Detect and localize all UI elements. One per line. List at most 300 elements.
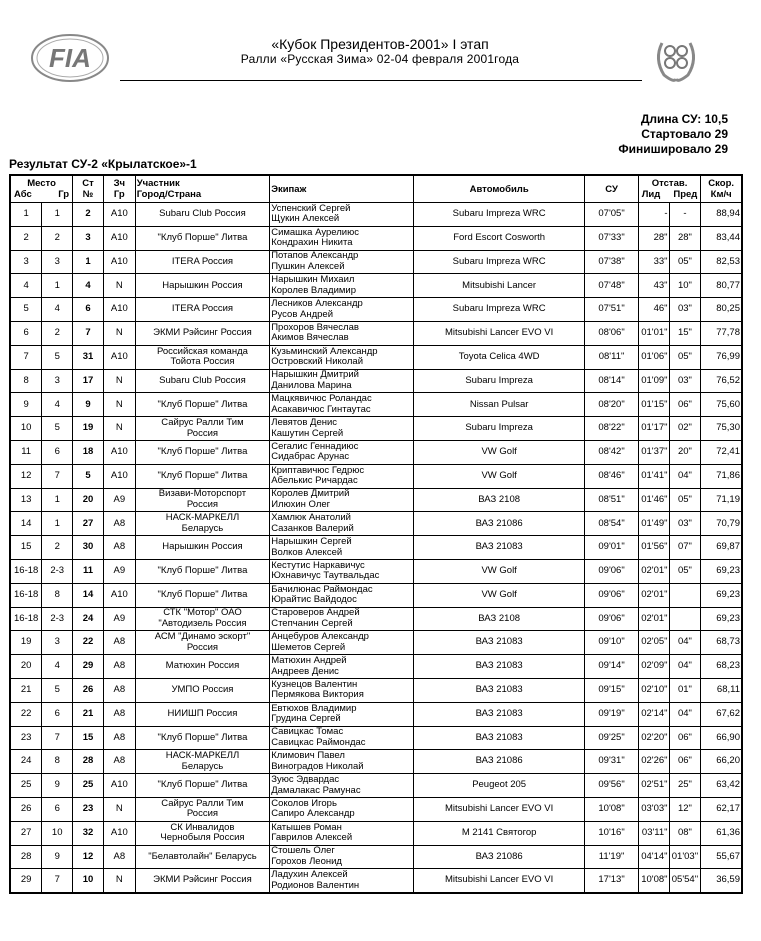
cell-speed: 75,30 [701, 417, 742, 441]
table-row [10, 512, 742, 536]
cell-class: N [103, 393, 135, 417]
cell-crew [270, 226, 414, 250]
cell-start-number: 24 [73, 607, 104, 631]
cell-gap-lead: 01'41" [638, 464, 669, 488]
table-row [10, 559, 742, 583]
cell-car: ВАЗ 21083 [413, 655, 584, 679]
crew-member: Кондрахин Никита [271, 237, 353, 249]
cell-crew [270, 203, 414, 227]
cell-crew [270, 631, 414, 655]
table-row [10, 345, 742, 369]
cell-start-number: 29 [73, 655, 104, 679]
cell-participant: АСМ "Динамо эскорт" Россия [135, 631, 269, 655]
cell-start-number: 6 [73, 298, 104, 322]
cell-start-number: 9 [73, 393, 104, 417]
cell-gr: 7 [42, 464, 73, 488]
table-row [10, 607, 742, 631]
cell-participant: Нарышкин Россия [135, 536, 269, 560]
cell-gap-prev: 28" [669, 226, 701, 250]
table-row [10, 321, 742, 345]
crew-member: Кестутис Наркавичус [271, 559, 365, 571]
table-row [10, 536, 742, 560]
cell-gr: 2 [42, 536, 73, 560]
cell-gr: 2-3 [42, 607, 73, 631]
cell-participant: Матюхин Россия [135, 655, 269, 679]
cell-start-number: 23 [73, 797, 104, 821]
cell-abs: 2 [10, 226, 42, 250]
cell-abs: 8 [10, 369, 42, 393]
cell-class: N [103, 274, 135, 298]
cell-gr: 7 [42, 726, 73, 750]
cell-gr: 4 [42, 393, 73, 417]
cell-crew [270, 464, 414, 488]
cell-stage-time: 07'51" [585, 298, 638, 322]
cell-speed: 55,67 [701, 845, 742, 869]
crew-member: Юрайтис Вайдодос [271, 594, 357, 606]
cell-start-number: 32 [73, 821, 104, 845]
results-table [9, 174, 743, 894]
cell-crew [270, 369, 414, 393]
cell-car: Subaru Impreza WRC [413, 298, 584, 322]
cell-stage-time: 08'20" [585, 393, 638, 417]
table-row [10, 702, 742, 726]
table-row [10, 203, 742, 227]
cell-gr: 10 [42, 821, 73, 845]
cell-class: A10 [103, 345, 135, 369]
cell-class: A8 [103, 845, 135, 869]
cell-gap-lead: 02'01" [638, 583, 669, 607]
cell-car: ВАЗ 21083 [413, 631, 584, 655]
cell-participant: ЭКМИ Рэйсинг Россия [135, 869, 269, 893]
table-row [10, 226, 742, 250]
cell-gr: 4 [42, 655, 73, 679]
cell-start-number: 7 [73, 321, 104, 345]
table-header [10, 175, 742, 203]
fia-logo [30, 33, 110, 83]
cell-gap-lead: 01'17" [638, 417, 669, 441]
col-gap: Отстав. Лид Пред [638, 175, 701, 203]
cell-participant: СТК "Мотор" ОАО "Автодизель Россия [135, 607, 269, 631]
cell-car: ВАЗ 21086 [413, 750, 584, 774]
cell-gap-lead: 03'03" [638, 797, 669, 821]
crew-member: Юхнавичус Таутвальдас [271, 570, 380, 582]
cell-crew [270, 512, 414, 536]
crew-member: Бачилюнас Раймондас [271, 583, 373, 595]
cell-abs: 16-18 [10, 559, 42, 583]
cell-participant: Subaru Club Россия [135, 369, 269, 393]
cell-class: A9 [103, 607, 135, 631]
cell-crew [270, 274, 414, 298]
table-row [10, 298, 742, 322]
crew-member: Прохоров Вячеслав [271, 321, 359, 333]
crew-member: Волков Алексей [271, 546, 343, 558]
cell-speed: 76,99 [701, 345, 742, 369]
crew-member: Криптавичюс Гедрюс [271, 464, 365, 476]
cell-gap-lead: 01'49" [638, 512, 669, 536]
cell-stage-time: 08'51" [585, 488, 638, 512]
cell-class: A8 [103, 536, 135, 560]
cell-gr: 8 [42, 750, 73, 774]
cell-speed: 66,90 [701, 726, 742, 750]
table-row [10, 464, 742, 488]
cell-gap-lead: 02'10" [638, 678, 669, 702]
cell-participant: Российская команда Тойота Россия [135, 345, 269, 369]
cell-participant: "Клуб Порше" Литва [135, 464, 269, 488]
cell-car: Subaru Impreza [413, 417, 584, 441]
cell-class: A10 [103, 250, 135, 274]
cell-stage-time: 17'13" [585, 869, 638, 893]
crew-member: Грудина Сергей [271, 713, 341, 725]
cell-gr: 2-3 [42, 559, 73, 583]
cell-crew [270, 750, 414, 774]
crew-member: Пермякова Виктория [271, 689, 364, 701]
col-place [10, 175, 73, 203]
cell-gap-prev [669, 607, 701, 631]
cell-gap-prev: 15" [669, 321, 701, 345]
cell-abs: 28 [10, 845, 42, 869]
cell-speed: 82,53 [701, 250, 742, 274]
cell-participant: ITERA Россия [135, 250, 269, 274]
cell-start-number: 31 [73, 345, 104, 369]
col-car: Автомобиль [413, 175, 584, 203]
cell-abs: 29 [10, 869, 42, 893]
cell-stage-time: 08'06" [585, 321, 638, 345]
crew-member: Кузьминский Александр [271, 345, 378, 357]
cell-participant: НАСК-МАРКЕЛЛ Беларусь [135, 750, 269, 774]
col-class: Зч Гр [103, 175, 135, 203]
crew-member: Евтюхов Владимир [271, 702, 357, 714]
cell-gap-prev: 05" [669, 559, 701, 583]
cell-class: A8 [103, 750, 135, 774]
cell-gr: 7 [42, 869, 73, 893]
crew-member: Островский Николай [271, 356, 363, 368]
cell-crew [270, 774, 414, 798]
cell-start-number: 3 [73, 226, 104, 250]
cell-gap-prev [669, 583, 701, 607]
cell-gap-prev: 10" [669, 274, 701, 298]
laurel-wreath-emblem-icon [652, 33, 700, 83]
col-gr: Гр [58, 189, 70, 200]
cell-abs: 15 [10, 536, 42, 560]
table-row [10, 488, 742, 512]
cell-speed: 80,77 [701, 274, 742, 298]
cell-speed: 70,79 [701, 512, 742, 536]
crew-member: Потапов Александр [271, 250, 359, 262]
cell-speed: 71,86 [701, 464, 742, 488]
cell-abs: 12 [10, 464, 42, 488]
crew-member: Нарышкин Сергей [271, 536, 352, 548]
cell-crew [270, 797, 414, 821]
cell-crew [270, 583, 414, 607]
cell-abs: 5 [10, 298, 42, 322]
col-place-label: Место [27, 178, 56, 189]
cell-gap-lead: 46" [638, 298, 669, 322]
crew-member: Королев Дмитрий [271, 488, 350, 500]
cell-gap-prev: 25" [669, 774, 701, 798]
cell-stage-time: 08'11" [585, 345, 638, 369]
crew-member: Сегалис Геннадиюс [271, 440, 359, 452]
cell-abs: 7 [10, 345, 42, 369]
cell-gr: 3 [42, 631, 73, 655]
cell-abs: 9 [10, 393, 42, 417]
cell-participant: СК Инвалидов Чернобыля Россия [135, 821, 269, 845]
cell-start-number: 28 [73, 750, 104, 774]
cell-gap-prev: 05" [669, 488, 701, 512]
cell-stage-time: 09'56" [585, 774, 638, 798]
cell-crew [270, 345, 414, 369]
cell-gr: 5 [42, 345, 73, 369]
crew-member: Савицкас Раймондас [271, 736, 366, 748]
crew-member: Нарышкин Дмитрий [271, 369, 359, 381]
cell-participant: "Клуб Порше" Литва [135, 440, 269, 464]
cell-participant: Subaru Club Россия [135, 203, 269, 227]
cell-gap-lead: 01'56" [638, 536, 669, 560]
col-speed: Скор. Км/ч [701, 175, 742, 203]
stage-stats [618, 112, 728, 157]
cell-start-number: 20 [73, 488, 104, 512]
crew-member: Матюхин Андрей [271, 655, 347, 667]
cell-gap-lead: 02'14" [638, 702, 669, 726]
crew-member: Кашутин Сергей [271, 427, 344, 439]
document-title: «Кубок Президентов-2001» I этап [271, 36, 489, 52]
cell-stage-time: 07'33" [585, 226, 638, 250]
cell-class: A10 [103, 464, 135, 488]
cell-class: A8 [103, 726, 135, 750]
crew-member: Сапиро Александр [271, 808, 355, 820]
cell-gap-prev: 06" [669, 726, 701, 750]
cell-gap-prev: - [669, 203, 701, 227]
cell-gap-prev: 03" [669, 369, 701, 393]
cell-gap-prev: 04" [669, 702, 701, 726]
cell-gap-prev: 04" [669, 655, 701, 679]
cell-start-number: 12 [73, 845, 104, 869]
crew-member: Староверов Андрей [271, 607, 360, 619]
cell-gr: 3 [42, 250, 73, 274]
crew-member: Королев Владимир [271, 284, 357, 296]
cell-car: ВАЗ 21083 [413, 678, 584, 702]
cell-car: VW Golf [413, 440, 584, 464]
cell-crew [270, 298, 414, 322]
cell-stage-time: 07'48" [585, 274, 638, 298]
cell-participant: Сайрус Ралли Тим Россия [135, 797, 269, 821]
cell-gap-prev: 01" [669, 678, 701, 702]
col-start-number: Ст № [73, 175, 104, 203]
cell-class: A9 [103, 488, 135, 512]
cell-crew [270, 417, 414, 441]
cell-crew [270, 845, 414, 869]
crew-member: Савицкас Томас [271, 726, 344, 738]
cell-gap-lead: 33" [638, 250, 669, 274]
cell-gr: 5 [42, 678, 73, 702]
cell-abs: 14 [10, 512, 42, 536]
cell-crew [270, 821, 414, 845]
cell-car: Ford Escort Cosworth [413, 226, 584, 250]
cell-class: A10 [103, 583, 135, 607]
crew-member: Асакавичюс Гинтаутас [271, 403, 371, 415]
cell-abs: 25 [10, 774, 42, 798]
cell-stage-time: 07'05" [585, 203, 638, 227]
crew-member: Илюхин Олег [271, 498, 331, 510]
stage-length: Длина СУ: 10,5 [640, 112, 728, 126]
crew-member: Акимов Вячеслав [271, 332, 349, 344]
cell-gr: 9 [42, 774, 73, 798]
cell-crew [270, 869, 414, 893]
cell-gap-prev: 02" [669, 417, 701, 441]
crew-member: Зуюс Эдвардас [271, 774, 340, 786]
cell-gr: 2 [42, 321, 73, 345]
cell-start-number: 14 [73, 583, 104, 607]
cell-gap-lead: 01'15" [638, 393, 669, 417]
cell-stage-time: 09'15" [585, 678, 638, 702]
cell-start-number: 27 [73, 512, 104, 536]
cell-participant: ITERA Россия [135, 298, 269, 322]
crew-member: Русов Андрей [271, 308, 334, 320]
col-abs: Абс [14, 189, 32, 200]
cell-class: A10 [103, 440, 135, 464]
cell-speed: 76,52 [701, 369, 742, 393]
crew-member: Стошель Олег [271, 845, 335, 857]
cell-gap-lead: 01'37" [638, 440, 669, 464]
cell-abs: 22 [10, 702, 42, 726]
table-row [10, 774, 742, 798]
cell-abs: 13 [10, 488, 42, 512]
cell-gap-lead: 01'06" [638, 345, 669, 369]
crew-member: Мацкявичюс Роландас [271, 393, 372, 405]
cell-gap-prev: 04" [669, 631, 701, 655]
cell-car: Mitsubishi Lancer EVO VI [413, 321, 584, 345]
table-row [10, 583, 742, 607]
cell-start-number: 5 [73, 464, 104, 488]
cell-class: A8 [103, 631, 135, 655]
crew-member: Лесников Александр [271, 298, 363, 310]
crew-member: Ладухин Алексей [271, 869, 348, 881]
crew-member: Шеметов Сергей [271, 641, 346, 653]
cell-car: VW Golf [413, 464, 584, 488]
cell-abs: 26 [10, 797, 42, 821]
cell-stage-time: 09'25" [585, 726, 638, 750]
cell-speed: 62,17 [701, 797, 742, 821]
cell-speed: 36,59 [701, 869, 742, 893]
table-row [10, 845, 742, 869]
cell-stage-time: 09'06" [585, 583, 638, 607]
cell-class: A10 [103, 226, 135, 250]
cell-speed: 72,41 [701, 440, 742, 464]
col-participant: Участник Город/Страна [135, 175, 269, 203]
cell-car: ВАЗ 2108 [413, 607, 584, 631]
cell-crew [270, 559, 414, 583]
cell-speed: 88,94 [701, 203, 742, 227]
cell-stage-time: 08'46" [585, 464, 638, 488]
cell-gap-prev: 05'54" [669, 869, 701, 893]
cell-gap-lead: 02'20" [638, 726, 669, 750]
cell-gap-prev: 03" [669, 512, 701, 536]
crew-member: Виноградов Николай [271, 760, 364, 772]
cell-speed: 80,25 [701, 298, 742, 322]
cell-stage-time: 09'06" [585, 607, 638, 631]
cell-speed: 71,19 [701, 488, 742, 512]
cell-abs: 16-18 [10, 607, 42, 631]
cell-start-number: 21 [73, 702, 104, 726]
cell-class: N [103, 869, 135, 893]
cell-speed: 75,60 [701, 393, 742, 417]
cell-crew [270, 321, 414, 345]
cell-abs: 27 [10, 821, 42, 845]
cell-start-number: 2 [73, 203, 104, 227]
cell-class: A8 [103, 512, 135, 536]
cell-car: ВАЗ 2108 [413, 488, 584, 512]
cell-speed: 83,44 [701, 226, 742, 250]
table-row [10, 250, 742, 274]
cell-gr: 3 [42, 369, 73, 393]
cell-crew [270, 250, 414, 274]
crew-member: Горохов Леонид [271, 855, 342, 867]
cell-gap-prev: 05" [669, 345, 701, 369]
cell-participant: "Клуб Порше" Литва [135, 774, 269, 798]
cell-car: Mitsubishi Lancer [413, 274, 584, 298]
cell-stage-time: 09'14" [585, 655, 638, 679]
document-subtitle: Ралли «Русская Зима» 02-04 февраля 2001года [240, 52, 520, 66]
cell-gap-prev: 08" [669, 821, 701, 845]
result-title: Результат СУ-2 «Крылатское»-1 [9, 157, 197, 171]
cell-gr: 1 [42, 488, 73, 512]
cell-participant: "Клуб Порше" Литва [135, 559, 269, 583]
crew-member: Хамлюк Анатолий [271, 512, 351, 524]
cell-gr: 9 [42, 845, 73, 869]
cell-abs: 20 [10, 655, 42, 679]
cell-start-number: 25 [73, 774, 104, 798]
cell-gap-prev: 07" [669, 536, 701, 560]
cell-car: Nissan Pulsar [413, 393, 584, 417]
cell-gr: 8 [42, 583, 73, 607]
cell-gap-prev: 04" [669, 464, 701, 488]
cell-gap-lead: 28" [638, 226, 669, 250]
table-row [10, 631, 742, 655]
crew-member: Катышев Роман [271, 821, 342, 833]
cell-abs: 3 [10, 250, 42, 274]
crew-member: Сидабрас Арунас [271, 451, 350, 463]
cell-car: Mitsubishi Lancer EVO VI [413, 797, 584, 821]
cell-crew [270, 393, 414, 417]
crew-member: Левятов Денис [271, 417, 338, 429]
cell-speed: 61,36 [701, 821, 742, 845]
crew-member: Абелькис Ричардас [271, 475, 358, 487]
table-row [10, 869, 742, 893]
cell-participant: НИИШП Россия [135, 702, 269, 726]
crew-member: Дамалакас Рамунас [271, 784, 361, 796]
cell-participant: Нарышкин Россия [135, 274, 269, 298]
cell-abs: 21 [10, 678, 42, 702]
cell-gap-lead: 02'01" [638, 607, 669, 631]
cell-crew [270, 536, 414, 560]
finished-count: Финишировало 29 [618, 142, 728, 156]
cell-gap-lead: 02'51" [638, 774, 669, 798]
cell-gr: 6 [42, 440, 73, 464]
cell-class: A9 [103, 559, 135, 583]
crew-member: Успенский Сергей [271, 202, 351, 214]
cell-participant: ЭКМИ Рэйсинг Россия [135, 321, 269, 345]
cell-gap-lead: 10'08" [638, 869, 669, 893]
cell-car: ВАЗ 21083 [413, 702, 584, 726]
cell-participant: Сайрус Ралли Тим Россия [135, 417, 269, 441]
cell-stage-time: 10'08" [585, 797, 638, 821]
cell-class: N [103, 321, 135, 345]
col-stage-time: СУ [585, 175, 638, 203]
table-row [10, 821, 742, 845]
cell-class: A8 [103, 678, 135, 702]
cell-speed: 69,87 [701, 536, 742, 560]
cell-participant: "Клуб Порше" Литва [135, 226, 269, 250]
cell-start-number: 18 [73, 440, 104, 464]
